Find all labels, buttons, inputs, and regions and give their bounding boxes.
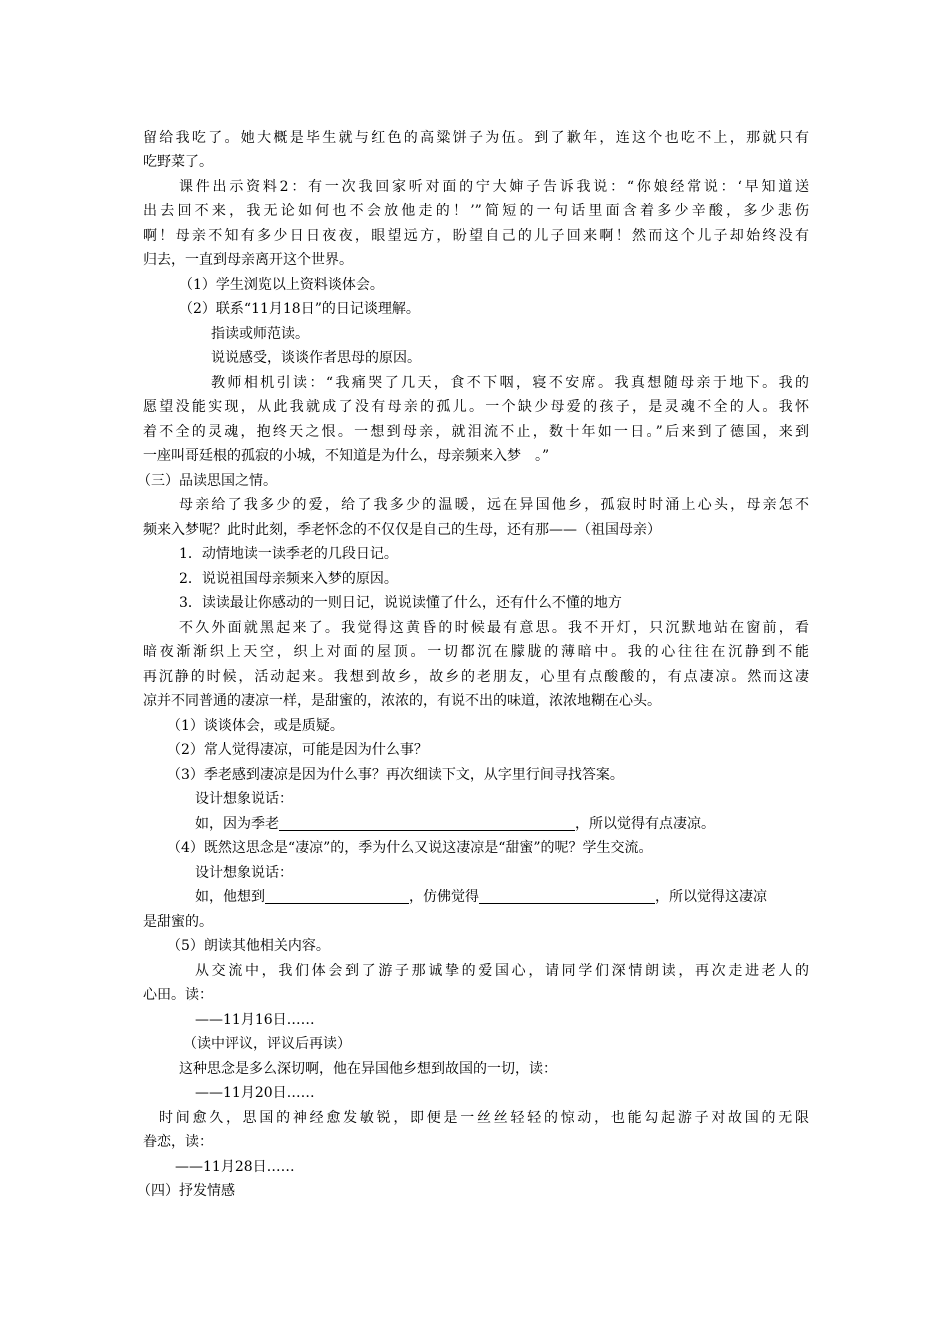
prompt-text: 如，因为季老 [195,816,279,832]
paragraph-line: 一座叫哥廷根的孤寂的小城，不知道是为什么，母亲频来入梦 。” [143,448,550,464]
paragraph-line: 设计想象说话： [195,865,293,881]
list-item: （1）谈谈体会，或是质疑。 [167,718,344,734]
section-heading: （四）抒发情感 [137,1183,235,1199]
paragraph-line: 心田。读： [143,987,213,1003]
paragraph-line: 啊！母亲不知有多少日日夜夜，眼望远方，盼望自己的儿子回来啊！然而这个儿子却始终没有 [143,228,809,244]
prompt-text: ，仿佛觉得 [409,889,479,905]
list-item: 2．说说祖国母亲频来入梦的原因。 [179,571,398,587]
prompt-text: 如，他想到 [195,889,265,905]
paragraph-line: 眷恋，读： [143,1134,213,1150]
prompt-text: ，所以觉得这凄凉 [655,889,767,905]
list-item: 3．读读最让你感动的一则日记，说说读懂了什么，还有什么不懂的地方 [179,595,622,611]
paragraph-line: 出去回不来，我无论如何也不会放他走的！’”简短的一句话里面含着多少辛酸，多少悲伤 [143,203,809,219]
paragraph-line: 不久外面就黑起来了。我觉得这黄昏的时候最有意思。我不开灯，只沉默地站在窗前，看 [179,620,809,636]
diary-reference: ——11月16日…… [195,1012,315,1028]
paragraph-line: 凉并不同普通的凄凉一样，是甜蜜的，浓浓的，有说不出的味道，浓浓地糊在心头。 [143,693,661,709]
list-item: 1．动情地读一读季老的几段日记。 [179,546,398,562]
list-item: （1）学生浏览以上资料谈体会。 [179,277,384,293]
list-item: （4）既然这思念是“凄凉”的，季为什么又说这凄凉是“甜蜜”的呢？学生交流。 [167,840,653,856]
diary-reference: ——11月28日…… [175,1159,295,1175]
paragraph-line: 愿望没能实现，从此我就成了没有母亲的孤儿。一个缺少母爱的孩子，是灵魂不全的人。我怀 [143,399,809,415]
fill-in-line [195,887,809,907]
fill-in-line [195,814,809,834]
paragraph-line: 再沉静的时候，活动起来。我想到故乡，故乡的老朋友，心里有点酸酸的，有点凄凉。然而这凄 [143,669,809,685]
paragraph-line: 频来入梦呢？此时此刻，季老怀念的不仅仅是自己的生母，还有那——（祖国母亲） [143,522,661,538]
paragraph-line: 母亲给了我多少的爱，给了我多少的温暖，远在异国他乡，孤寂时时涌上心头，母亲怎不 [179,497,809,513]
paragraph-line: 吃野菜了。 [143,154,213,170]
answer-blank [479,887,655,904]
paragraph-line: 说说感受，谈谈作者思母的原因。 [211,350,421,366]
paragraph-line: 归去，一直到母亲离开这个世界。 [143,252,353,268]
section-heading: （三）品读思国之情。 [137,473,277,489]
list-item: （3）季老感到凄凉是因为什么事？再次细读下文，从字里行间寻找答案。 [167,767,624,783]
paragraph-line: 留给我吃了。她大概是毕生就与红色的高粱饼子为伍。到了歉年，连这个也吃不上，那就只有 [143,130,809,146]
paragraph-line: 课件出示资料2：有一次我回家听对面的宁大婶子告诉我说：“你娘经常说：‘早知道送 [179,179,809,195]
paragraph-line: 暗夜渐渐织上天空，织上对面的屋顶。一切都沉在朦胧的薄暗中。我的心往往在沉静到不能 [143,644,809,660]
list-item: （2）常人觉得凄凉，可能是因为什么事？ [167,742,428,758]
paragraph-line: 指读或师范读。 [211,326,309,342]
answer-blank [279,814,575,831]
paragraph-line: （读中评议，评议后再读） [183,1036,351,1052]
paragraph-line: 设计想象说话： [195,791,293,807]
paragraph-line: 着不全的灵魂，抱终天之恨。一想到母亲，就泪流不止，数十年如一日。”后来到了德国，来到 [143,424,809,440]
diary-reference: ——11月20日…… [195,1085,315,1101]
answer-blank [265,887,409,904]
paragraph-line: 这种思念是多么深切啊，他在异国他乡想到故国的一切，读： [179,1061,557,1077]
list-item: （5）朗读其他相关内容。 [167,938,330,954]
paragraph-line: 教师相机引读：“我痛哭了几天，食不下咽，寝不安席。我真想随母亲于地下。我的 [211,375,809,391]
list-item: （2）联系“11月18日”的日记谈理解。 [179,301,420,317]
paragraph-line: 从交流中，我们体会到了游子那诚挚的爱国心，请同学们深情朗读，再次走进老人的 [195,963,809,979]
prompt-text: ，所以觉得有点凄凉。 [575,816,715,832]
paragraph-line: 时间愈久，思国的神经愈发敏锐，即便是一丝丝轻轻的惊动，也能勾起游子对故国的无限 [159,1110,809,1126]
paragraph-line: 是甜蜜的。 [143,914,213,930]
